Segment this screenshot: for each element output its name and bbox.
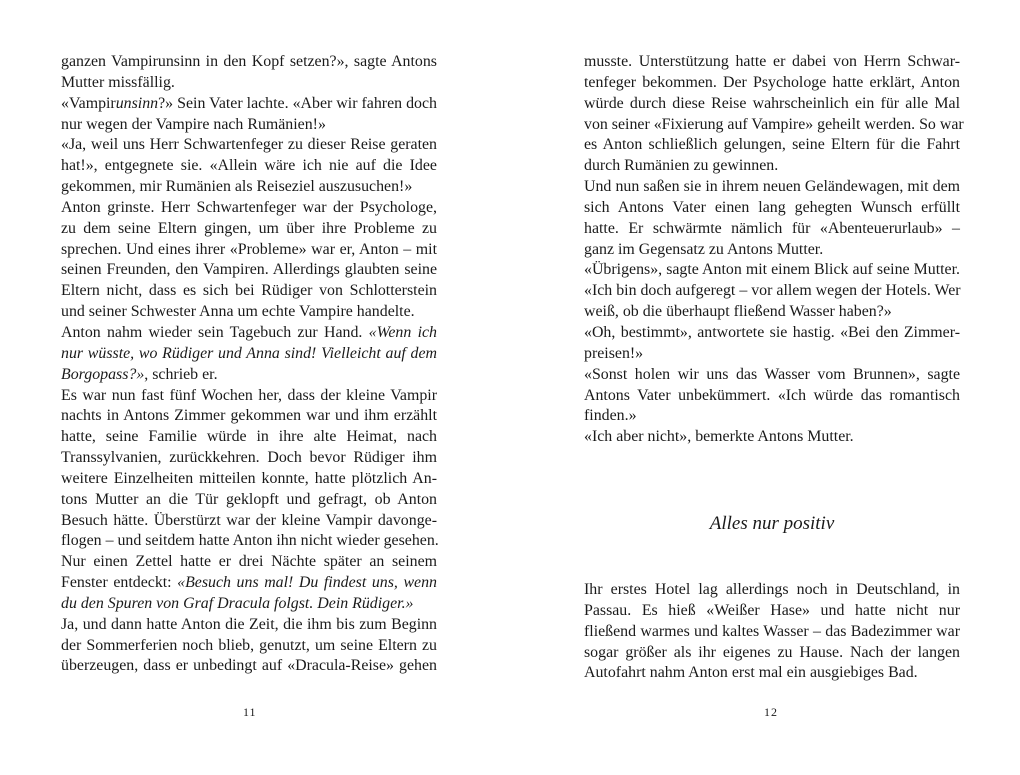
text-run: «Ich aber nicht», bemerkte Antons Mutter.: [584, 428, 854, 446]
italic-text: unsinn: [115, 94, 159, 112]
text-line: [61, 240, 437, 261]
chapter-body-text: [584, 580, 960, 684]
text-run: musste. Unterstützung hatte er dabei von Herrn Schwar-: [584, 53, 960, 70]
text-run: Mutter missfällig.: [61, 73, 175, 91]
text-run: durch Rumänien zu gewinnen.: [584, 157, 779, 175]
text-run: preisen!»: [584, 344, 644, 362]
page-number-right: 12: [764, 705, 778, 719]
text-run: «Sonst holen wir uns das Wasser vom Brunnen», sagte: [584, 365, 960, 383]
text-line: [584, 406, 960, 427]
text-line: [61, 448, 437, 469]
text-run: von seiner «Fixierung auf Vampire» geheilt werden. So war: [584, 115, 964, 133]
text-line: [584, 365, 960, 386]
text-run: Besuch hätte. Überstürzt war der kleine Vampir davonge-: [61, 511, 437, 529]
italic-text: du den Spuren von Graf Dracula folgst. Dein Rüdiger.»: [61, 594, 414, 612]
text-run: es Anton schließlich gelungen, seine Eltern für die Fahrt: [584, 136, 960, 154]
text-run: flogen – und seitdem hatte Anton ihn nicht wieder gesehen.: [61, 532, 439, 550]
text-line: [61, 302, 437, 323]
text-run: zu dem seine Eltern gingen, um über ihre Probleme zu: [61, 219, 437, 237]
italic-text: nur wüsste, wo Rüdiger und Anna sind! Vielleicht auf dem: [61, 344, 437, 362]
text-run: sprechen. Und eines ihrer «Probleme» war er, Anton – mit: [61, 240, 437, 258]
italic-text: Borgopass?»: [61, 365, 145, 383]
text-run: ?» Sein Vater lachte. «Aber wir fahren doch: [158, 94, 437, 112]
text-run: Und nun saßen sie in ihrem neuen Geländewagen, mit dem: [584, 178, 960, 196]
text-line: [584, 643, 960, 664]
text-line: [584, 219, 960, 240]
chapter-heading: Alles nur positiv: [709, 513, 835, 534]
text-run: nachts in Antons Zimmer gekommen war und ihm erzählt: [61, 407, 437, 425]
text-run: sogar größer als ihr eigenes zu Hause. Nach der langen: [584, 643, 960, 661]
text-run: Transsylvanien, zurückkehren. Doch bevor Rüdiger ihm: [61, 449, 437, 467]
text-line: [584, 115, 964, 136]
text-line: [584, 344, 960, 365]
text-line: [61, 94, 437, 115]
text-line: [61, 281, 437, 302]
text-run: Ja, und dann hatte Anton die Zeit, die ihm bis zum Beginn: [61, 615, 437, 633]
text-run: ganz im Gegensatz zu Antons Mutter.: [584, 240, 824, 258]
page-number-left: 11: [243, 705, 257, 719]
text-run: Anton nahm wieder sein Tagebuch zur Hand.: [61, 323, 369, 341]
text-line: [61, 260, 437, 281]
italic-text: «Besuch uns mal! Du findest uns, wenn: [177, 574, 437, 592]
text-run: «Vampir: [61, 94, 116, 112]
text-run: «Oh, bestimmt», antwortete sie hastig. «Bei den Zimmer-: [584, 323, 960, 341]
text-line: [584, 663, 960, 684]
text-run: tenfeger bekommen. Der Psychologe hatte erklärt, Anton: [584, 73, 960, 91]
text-run: und seiner Schwester Anna um echte Vampire handelte.: [61, 303, 415, 321]
text-line: [61, 52, 437, 73]
text-run: weiß, ob die überhaupt fließend Wasser haben?»: [584, 303, 892, 321]
right-page-text: [584, 52, 964, 448]
text-run: nur wegen der Vampire nach Rumänien!»: [61, 115, 326, 133]
left-page-text: [61, 52, 437, 677]
text-run: Fenster entdeckt:: [61, 574, 178, 592]
text-run: fließend warmes und kaltes Wasser – das Badezimmer war: [584, 622, 960, 640]
text-line: [61, 365, 437, 386]
text-line: [584, 427, 960, 448]
italic-text: «Wenn ich: [368, 323, 437, 341]
text-line: [61, 406, 437, 427]
text-run: «Übrigens», sagte Anton mit einem Blick auf seine Mutter.: [584, 261, 960, 279]
text-line: [61, 531, 437, 552]
text-run: tons Mutter an die Tür geklopft und gefragt, ob Anton: [61, 490, 437, 508]
text-run: finden.»: [584, 407, 637, 425]
text-line: [61, 219, 437, 240]
text-line: [584, 260, 960, 281]
text-line: [584, 601, 960, 622]
text-run: Nur einen Zettel hatte er drei Nächte später an seinem: [61, 553, 437, 571]
text-run: Eltern nicht, dass es sich bei Rüdiger von Schlotterstein: [61, 282, 437, 300]
text-line: [584, 177, 960, 198]
text-run: Autofahrt nahm Anton erst mal ein ausgiebiges Bad.: [584, 664, 918, 682]
text-run: Antons Vater unbekümmert. «Ich würde das romantisch: [584, 386, 960, 404]
text-line: [584, 580, 960, 601]
text-line: [584, 323, 960, 344]
text-run: der Sommerferien noch blieb, genutzt, um seine Eltern zu: [61, 636, 437, 654]
text-line: [61, 386, 437, 407]
text-line: [584, 281, 960, 302]
text-run: Anton grinste. Herr Schwartenfeger war der Psychologe,: [61, 198, 437, 216]
text-run: würde durch diese Reise wahrscheinlich ein für alle Mal: [584, 94, 960, 112]
text-run: hatte, seine Familie würde in ihre alte Heimat, nach: [61, 428, 437, 446]
text-line: [61, 552, 437, 573]
text-run: «Ja, weil uns Herr Schwartenfeger zu dieser Reise geraten: [61, 136, 437, 154]
text-run: ganzen Vampirunsinn in den Kopf setzen?», sagte Antons: [61, 53, 437, 70]
text-line: [61, 469, 437, 490]
text-line: [584, 622, 960, 643]
text-run: gekommen, mir Rumänien als Reiseziel auszusuchen!»: [61, 178, 413, 196]
text-run: Es war nun fast fünf Wochen her, dass der kleine Vampir: [61, 386, 437, 404]
text-line: [61, 636, 437, 657]
text-line: [584, 302, 960, 323]
text-run: Ihr erstes Hotel lag allerdings noch in Deutschland, in: [584, 581, 960, 598]
text-line: [61, 156, 437, 177]
text-run: hatte. Er schwärmte nämlich für «Abenteuerurlaub» –: [584, 219, 960, 237]
text-line: [61, 656, 437, 677]
text-line: [61, 511, 437, 532]
text-line: [584, 135, 960, 156]
text-line: [61, 490, 437, 511]
text-line: [584, 156, 960, 177]
text-run: sich Antons Vater einen lang gehegten Wunsch erfüllt: [584, 198, 960, 216]
text-line: [584, 94, 960, 115]
text-line: [61, 615, 437, 636]
text-line: [61, 427, 437, 448]
text-line: [584, 386, 960, 407]
text-line: [61, 135, 437, 156]
text-line: [61, 594, 437, 615]
text-line: [584, 73, 960, 94]
text-run: seinen Freunden, den Vampiren. Allerdings glaubten seine: [61, 261, 437, 279]
text-run: «Ich bin doch aufgeregt – vor allem wegen der Hotels. Wer: [584, 282, 961, 300]
text-line: [61, 73, 437, 94]
text-line: [61, 323, 437, 344]
text-line: [584, 52, 960, 73]
text-line: [61, 573, 437, 594]
text-run: überzeugen, dass er unbedingt auf «Dracula-Reise» gehen: [61, 657, 437, 675]
text-run: Passau. Es hieß «Weißer Hase» und hatte nicht nur: [584, 601, 960, 619]
text-line: [61, 177, 437, 198]
text-line: [61, 198, 437, 219]
text-line: [61, 115, 437, 136]
text-line: [61, 344, 437, 365]
text-line: [584, 240, 960, 261]
text-line: [584, 198, 960, 219]
text-run: weitere Einzelheiten mitteilen konnte, hatte plötzlich An-: [61, 469, 437, 487]
text-run: hat!», entgegnete sie. «Allein wäre ich nie auf die Idee: [61, 157, 437, 175]
text-run: , schrieb er.: [144, 365, 218, 383]
